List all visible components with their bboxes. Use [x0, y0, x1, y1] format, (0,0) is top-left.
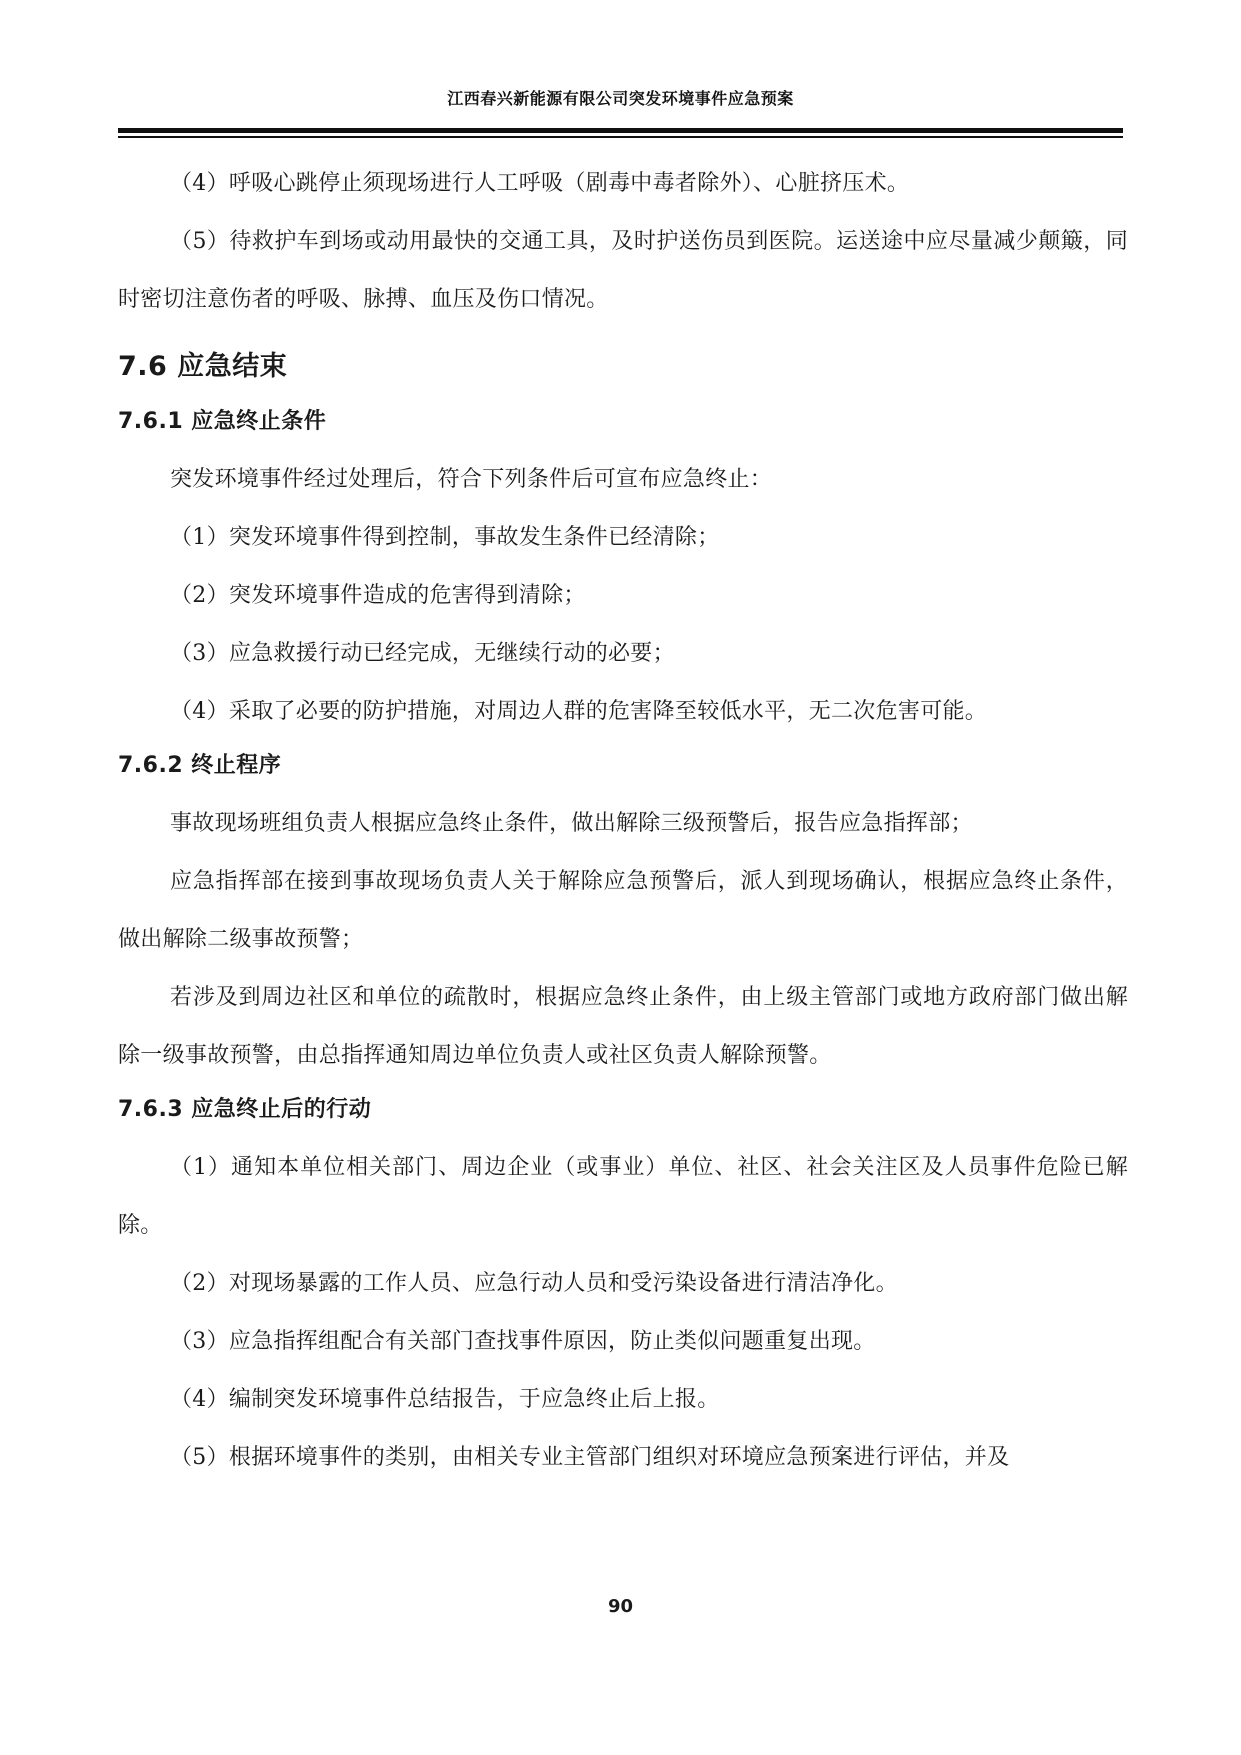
paragraph: 突发环境事件经过处理后，符合下列条件后可宣布应急终止：	[170, 467, 773, 492]
list-item: （4）编制突发环境事件总结报告，于应急终止后上报。	[170, 1387, 720, 1412]
paragraph: （4）呼吸心跳停止须现场进行人工呼吸（剧毒中毒者除外）、心脏挤压术。	[170, 171, 910, 196]
section-heading-7-6: 7.6 应急结束	[118, 351, 288, 382]
document-body	[118, 155, 1128, 1487]
paragraph: （5）待救护车到场或动用最快的交通工具，及时护送伤员到医院。运送途中应尽量减少颠簸，同时密切注意伤者的呼吸、脉搏、血压及伤口情况。	[118, 229, 1128, 312]
list-item: （3）应急救援行动已经完成，无继续行动的必要；	[170, 641, 675, 666]
subsection-heading-7-6-2: 7.6.2 终止程序	[118, 753, 282, 778]
list-item: （2）对现场暴露的工作人员、应急行动人员和受污染设备进行清洁净化。	[170, 1271, 898, 1296]
list-item: （3）应急指挥组配合有关部门查找事件原因，防止类似问题重复出现。	[170, 1329, 876, 1354]
paragraph: 若涉及到周边社区和单位的疏散时，根据应急终止条件，由上级主管部门或地方政府部门做出解除一级事故预警，由总指挥通知周边单位负责人或社区负责人解除预警。	[118, 985, 1128, 1068]
paragraph: 事故现场班组负责人根据应急终止条件，做出解除三级预警后，报告应急指挥部；	[170, 811, 973, 836]
list-item: （2）突发环境事件造成的危害得到清除；	[170, 583, 586, 608]
header-rule-thin	[118, 136, 1123, 138]
list-item: （1）通知本单位相关部门、周边企业（或事业）单位、社区、社会关注区及人员事件危险已解除。	[118, 1155, 1128, 1238]
paragraph: 应急指挥部在接到事故现场负责人关于解除应急预警后，派人到现场确认，根据应急终止条件，做出解除二级事故预警；	[118, 869, 1128, 952]
subsection-heading-7-6-3: 7.6.3 应急终止后的行动	[118, 1097, 372, 1122]
list-item: （1）突发环境事件得到控制，事故发生条件已经清除；	[170, 525, 720, 550]
header-rule-thick	[118, 128, 1123, 133]
list-item: （5）根据环境事件的类别，由相关专业主管部门组织对环境应急预案进行评估，并及	[170, 1445, 1010, 1470]
subsection-heading-7-6-1: 7.6.1 应急终止条件	[118, 409, 327, 434]
page-number: 90	[607, 1596, 634, 1617]
list-item: （4）采取了必要的防护措施，对周边人群的危害降至较低水平，无二次危害可能。	[170, 699, 988, 724]
document-header-title: 江西春兴新能源有限公司突发环境事件应急预案	[447, 89, 794, 108]
